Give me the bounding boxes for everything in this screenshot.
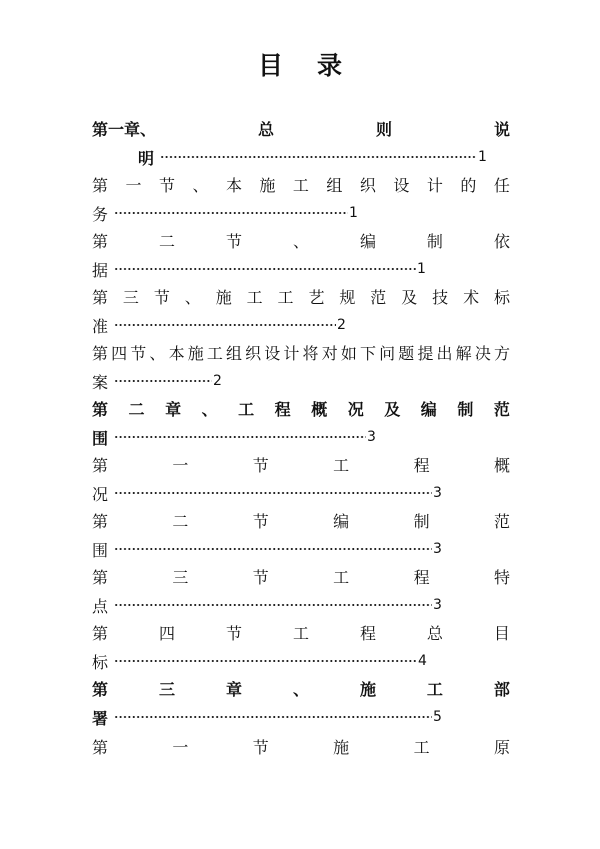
toc-entry-char: 制: [457, 399, 474, 419]
toc-entry-char: 概: [493, 455, 510, 475]
toc-entry-char: 程: [359, 623, 376, 643]
toc-entry-char: 节: [252, 511, 269, 531]
toc-entry-continuation[interactable]: [92, 481, 442, 505]
leader-dots: [114, 313, 336, 337]
toc-entry-continuation[interactable]: [92, 201, 358, 225]
toc-entry-char: 三: [122, 287, 139, 307]
toc-entry-char: 四: [111, 343, 128, 363]
page-number: 2: [337, 317, 346, 333]
toc-entry-char: 务: [92, 204, 109, 224]
toc-entry-char: 施: [187, 343, 204, 363]
toc-entry-char: 节: [225, 231, 242, 251]
toc-entry-char: 明: [138, 148, 155, 168]
leader-dots: [114, 257, 416, 281]
document-title: [0, 46, 600, 82]
toc-entry-char: 、: [292, 231, 309, 251]
toc-entry-char: 二: [172, 511, 189, 531]
toc-entry-continuation[interactable]: [138, 145, 487, 169]
toc-entry[interactable]: [92, 340, 510, 364]
toc-entry-char: 三: [158, 679, 175, 699]
leader-dots: [114, 705, 432, 729]
toc-entry-char: 依: [493, 231, 510, 251]
toc-entry-char: 节: [252, 567, 269, 587]
toc-entry-char: 计: [426, 175, 443, 195]
toc-entry-char: 标: [92, 652, 109, 672]
toc-entry-char: 、: [184, 287, 201, 307]
toc-entry-char: 程: [274, 399, 291, 419]
toc-entry-char: 设: [264, 343, 281, 363]
toc-entry-char: 工: [292, 175, 309, 195]
page-number: 2: [213, 373, 222, 389]
toc-entry-char: 节: [252, 737, 269, 757]
toc-entry-char: 第: [92, 231, 109, 251]
toc-entry-char: 范: [493, 511, 510, 531]
toc-entry-char: 将: [302, 343, 319, 363]
toc-entry-char: 本: [168, 343, 185, 363]
toc-entry-char: 、: [292, 679, 309, 699]
leader-dots: [114, 649, 417, 673]
toc-entry-char: 标: [493, 287, 510, 307]
toc-entry-char: 程: [413, 455, 430, 475]
page-number: 5: [433, 709, 442, 725]
toc-entry-continuation[interactable]: [92, 705, 442, 729]
title-char-1: 目: [257, 51, 283, 80]
toc-entry-char: 组: [225, 343, 242, 363]
toc-entry-char: 第: [92, 623, 109, 643]
toc-entry-char: 编: [333, 511, 350, 531]
toc-entry-char: 技: [432, 287, 449, 307]
toc-entry[interactable]: [92, 284, 510, 308]
leader-dots: [160, 145, 477, 169]
toc-entry-char: 围: [92, 540, 109, 560]
toc-entry-char: 一: [172, 455, 189, 475]
toc-entry-char: 编: [420, 399, 437, 419]
leader-dots: [114, 537, 432, 561]
toc-entry-char: 任: [493, 175, 510, 195]
page-number: 3: [433, 485, 442, 501]
toc-entry-char: 据: [92, 260, 109, 280]
toc-entry-char: 况: [92, 484, 109, 504]
leader-dots: [114, 369, 212, 393]
leader-dots: [114, 425, 366, 449]
toc-entry-char: 出: [436, 343, 453, 363]
toc-entry-continuation[interactable]: [92, 425, 376, 449]
toc-entry[interactable]: [92, 172, 510, 196]
toc-entry-char: 节: [158, 175, 175, 195]
toc-entry-char: 题: [398, 343, 415, 363]
toc-entry-char: 准: [92, 316, 109, 336]
toc-entry-char: 第: [92, 679, 109, 699]
toc-entry-continuation[interactable]: [92, 369, 222, 393]
toc-entry-char: 决: [474, 343, 491, 363]
toc-entry-char: 总: [257, 119, 274, 139]
toc-entry-char: 下: [359, 343, 376, 363]
leader-dots: [114, 201, 348, 225]
toc-entry-char: 署: [92, 708, 109, 728]
toc-entry-char: 、: [192, 175, 209, 195]
toc-entry-char: 工: [333, 567, 350, 587]
toc-entry-char: 说: [493, 119, 510, 139]
page-number: 4: [418, 653, 427, 669]
toc-entry-char: 方: [493, 343, 510, 363]
toc-entry-char: 的: [460, 175, 477, 195]
toc-entry-char: 、: [149, 343, 166, 363]
toc-entry-char: 第: [92, 455, 109, 475]
toc-entry[interactable]: [92, 676, 510, 700]
toc-entry-continuation[interactable]: [92, 537, 442, 561]
toc-entry-char: 第: [92, 737, 109, 757]
toc-entry-char: 制: [413, 511, 430, 531]
toc-entry-char: 目: [493, 623, 510, 643]
page-number: 1: [417, 261, 426, 277]
toc-entry-char: 案: [92, 372, 109, 392]
toc-entry-continuation[interactable]: [92, 649, 427, 673]
toc-entry-char: 特: [493, 567, 510, 587]
toc-entry-char: 本: [225, 175, 242, 195]
toc-entry-char: 及: [384, 399, 401, 419]
toc-entry[interactable]: [92, 396, 510, 420]
toc-entry-char: 第: [92, 511, 109, 531]
toc-entry-char: 二: [128, 399, 145, 419]
toc-entry-char: 施: [215, 287, 232, 307]
toc-entry-char: 艺: [308, 287, 325, 307]
toc-entry-char: 如: [340, 343, 357, 363]
toc-entry-continuation[interactable]: [92, 593, 442, 617]
toc-entry-char: 工: [426, 679, 443, 699]
toc-entry-char: 解: [455, 343, 472, 363]
toc-entry-char: 施: [259, 175, 276, 195]
toc-entry-char: 工: [277, 287, 294, 307]
toc-entry-char: 况: [347, 399, 364, 419]
toc-entry-char: 程: [413, 567, 430, 587]
page-number: 3: [433, 541, 442, 557]
toc-entry-char: 织: [245, 343, 262, 363]
toc-entry-char: 第: [92, 175, 109, 195]
toc-entry-continuation[interactable]: [92, 313, 346, 337]
toc-entry[interactable]: [92, 620, 510, 644]
toc-entry-char: 节: [153, 287, 170, 307]
toc-entry-char: 设: [393, 175, 410, 195]
toc-entry-char: 二: [158, 231, 175, 251]
toc-entry-char: 一: [125, 175, 142, 195]
toc-entry-char: 组: [326, 175, 343, 195]
toc-entry-char: 问: [379, 343, 396, 363]
title-char-2: 录: [317, 51, 343, 80]
toc-entry-char: 节: [225, 623, 242, 643]
toc-entry-char: 节: [130, 343, 147, 363]
leader-dots: [114, 481, 432, 505]
page-number: 1: [478, 149, 487, 165]
toc-entry-char: 制: [426, 231, 443, 251]
toc-entry-char: 编: [359, 231, 376, 251]
toc-entry-char: 施: [333, 737, 350, 757]
toc-entry-char: 术: [463, 287, 480, 307]
toc-entry-char: 第: [92, 399, 109, 419]
toc-entry-char: 概: [311, 399, 328, 419]
toc-entry-char: 第: [92, 343, 109, 363]
toc-entry-char: 工: [292, 623, 309, 643]
toc-entry-char: 四: [158, 623, 175, 643]
toc-entry-char: 计: [283, 343, 300, 363]
toc-entry-char: 三: [172, 567, 189, 587]
toc-entry-char: 则: [375, 119, 392, 139]
toc-entry-char: 提: [417, 343, 434, 363]
toc-entry-char: 规: [339, 287, 356, 307]
toc-entry-char: 工: [246, 287, 263, 307]
toc-entry-char: 工: [206, 343, 223, 363]
toc-entry-char: 工: [413, 737, 430, 757]
toc-entry-char: 范: [370, 287, 387, 307]
toc-entry-char: 部: [493, 679, 510, 699]
toc-entry-continuation[interactable]: [92, 257, 426, 281]
toc-entry-char: 工: [333, 455, 350, 475]
toc-entry-char: 原: [493, 737, 510, 757]
page-number: 3: [433, 597, 442, 613]
toc-entry-char: 及: [401, 287, 418, 307]
toc-entry-char: 第一章、: [92, 119, 157, 139]
toc-entry-char: 总: [426, 623, 443, 643]
leader-dots: [114, 593, 432, 617]
toc-entry-char: 第: [92, 567, 109, 587]
toc-entry-char: 章: [165, 399, 182, 419]
toc-entry-char: 章: [225, 679, 242, 699]
toc-entry-char: 对: [321, 343, 338, 363]
toc-entry[interactable]: [92, 116, 510, 140]
toc-entry-char: 第: [92, 287, 109, 307]
toc-entry-char: 施: [359, 679, 376, 699]
toc-entry-char: 节: [252, 455, 269, 475]
toc-entry[interactable]: [92, 228, 510, 252]
toc-entry-char: 织: [359, 175, 376, 195]
toc-entry-char: 点: [92, 596, 109, 616]
page-number: 1: [349, 205, 358, 221]
toc-entry-char: 、: [201, 399, 218, 419]
toc-entry[interactable]: [92, 508, 510, 532]
toc-entry-char: 工: [238, 399, 255, 419]
toc-entry[interactable]: [92, 564, 510, 588]
toc-entry-char: 围: [92, 428, 109, 448]
toc-entry-char: 范: [493, 399, 510, 419]
toc-entry[interactable]: [92, 452, 510, 476]
toc-entry-char: 一: [172, 737, 189, 757]
toc-entry[interactable]: [92, 734, 510, 758]
page-number: 3: [367, 429, 376, 445]
